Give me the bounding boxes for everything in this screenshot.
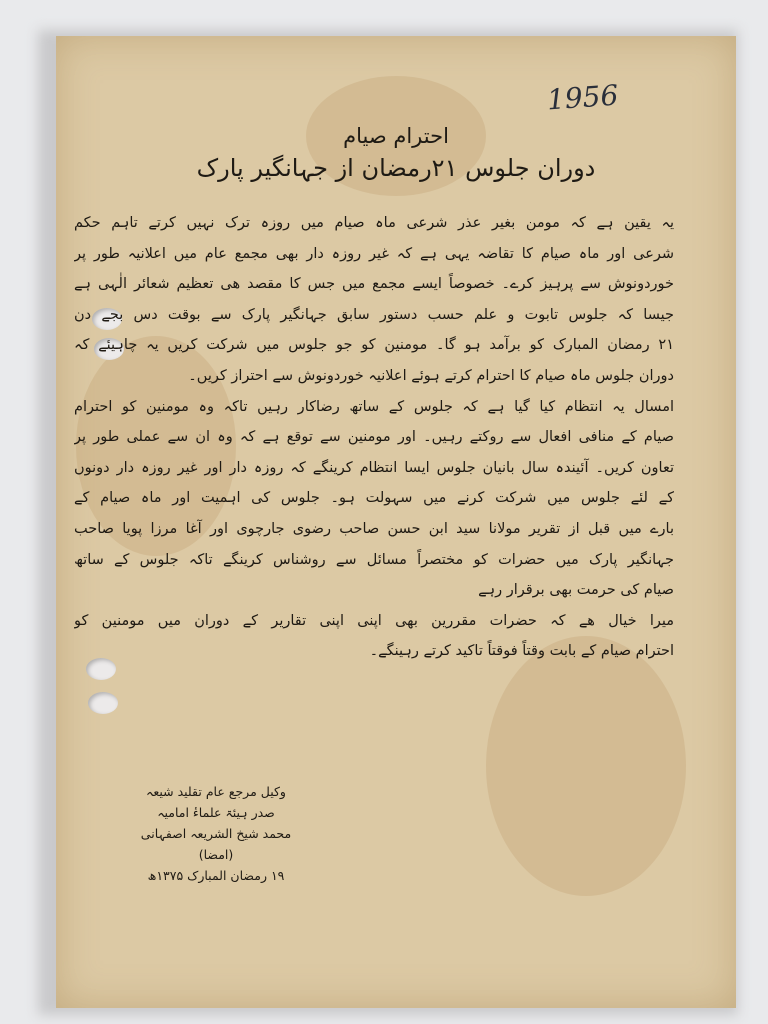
body-line: جیسا کہ جلوس تابوت و علم حسب دستور سابق جہانگیر پارک سے بوقت دس بجے دن (74, 306, 674, 323)
paper-stain (486, 636, 686, 896)
signature-line: صدر ہیئۃ علماءٔ امامیہ (157, 805, 275, 820)
body-line: دوران جلوس ماہ صیام کا احترام کرتے ہوئے اعلانیہ خوردونوش سے احتراز کریں۔ (188, 367, 674, 384)
signature-date: ۱۹ رمضان المبارک ۱۳۷۵ھ (147, 868, 285, 883)
body-text (74, 208, 674, 667)
body-line: امسال یہ انتظام کیا گیا ہے کہ جلوس کے ساتھ رضاکار رہیں تاکہ وہ مومنین کو احترام (74, 398, 674, 415)
body-line: میرا خیال ھے کہ حضرات مقررین بھی اپنی اپنی تقاریر کے دوران میں مومنین کو (74, 612, 674, 629)
body-line: تعاون کریں۔ آئیندہ سال بانیان جلوس ایسا انتظام کرینگے کہ روزہ دار اور غیر روزہ دار دونوں (74, 459, 674, 476)
body-line: صیام کے منافی افعال سے روکتے رہیں۔ اور مومنین سے توقع ہے کہ وہ ان سے عملی طور پر (74, 429, 674, 446)
body-line: یہ یقین ہے کہ مومن بغیر عذر شرعی ماہ صیام میں روزہ ترک نہیں کرتے تاہم حکم (74, 215, 674, 231)
body-line: خوردونوش سے پرہیز کرے۔ خصوصاً ایسے مجمع میں جس کا مقصد ھی تعظیم شعائر الٰہی ہے (74, 276, 674, 293)
document-subtitle: دوران جلوس ۲۱رمضان از جہانگیر پارک (196, 154, 596, 182)
handwritten-year: 1956 (545, 78, 620, 117)
body-line: بارے میں قبل از تقریر مولانا سید ابن حسن صاحب رضوی جارچوی اور آغا مرزا پویا صاحب (74, 520, 674, 537)
paper-sheet (56, 36, 736, 1008)
body-line: کے لئے جلوس میں شرکت کرنے میں سہولت ہو۔ جلوس کی اہمیت اور ماہ صیام کے (74, 490, 674, 507)
body-line: شرعی اور ماہ صیام کا تقاضہ یہی ہے کہ غیر روزہ دار بھی مجمع عام میں اعلانیہ طور پر (74, 245, 674, 262)
body-line: صیام کی حرمت بھی برقرار رہے (478, 582, 674, 599)
body-line: جہانگیر پارک میں حضرات کو مختصراً مسائل سے روشناس کرینگے تاکہ جلوس کے ساتھ (74, 551, 674, 568)
signature-line: (امضا) (198, 847, 234, 862)
punch-hole (88, 692, 118, 714)
body-line: ۲۱ رمضان المبارک کو برآمد ہو گا۔ مومنین کو جو جلوس میں شرکت کریں یہ چاہیئے کہ (74, 337, 674, 354)
signature-block (116, 781, 316, 886)
signature-line: محمد شیخ الشریعہ اصفہانی (140, 826, 292, 841)
signature-line: وکیل مرجع عام تقلید شیعہ (146, 784, 286, 799)
body-line: احترام صیام کے بابت وقتاً فوقتاً تاکید کرتے رہینگے۔ (369, 643, 674, 660)
document-title: احترام صیام (343, 124, 449, 148)
